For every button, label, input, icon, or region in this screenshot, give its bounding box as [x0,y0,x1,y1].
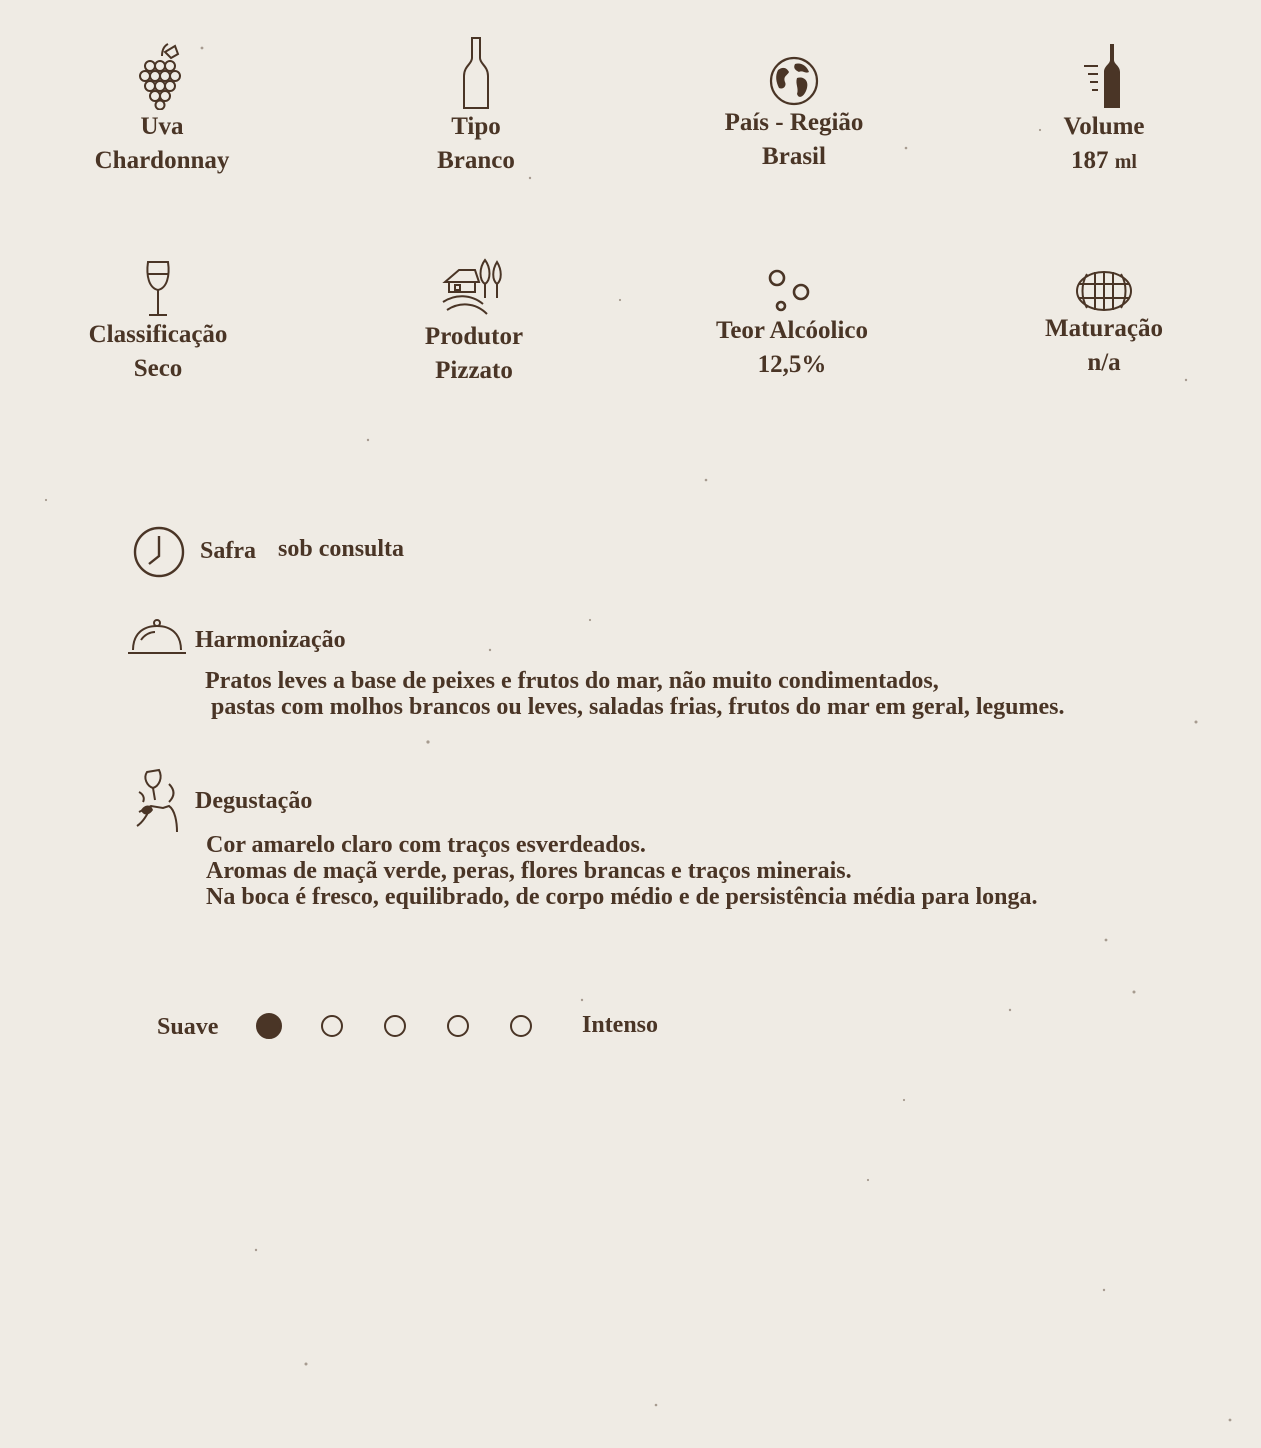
spec-value: Chardonnay [94,147,230,174]
intensity-right-label: Intenso [582,1012,659,1038]
spec-alcohol [682,268,902,382]
globe-icon [769,56,819,106]
spec-label: Tipo [451,113,501,140]
clock-icon [133,526,185,578]
intensity-dot [510,1015,532,1037]
spec-label: Teor Alcóolico [715,317,869,344]
spec-label: Classificação [88,321,228,348]
degustacao-line: Cor amarelo claro com traços esverdeados. [206,832,646,858]
spec-value: Branco [437,147,515,174]
degustacao-line: Aromas de maçã verde, peras, flores brancas e traços minerais. [206,858,852,884]
spec-classification [48,260,268,386]
spec-label: Produtor [424,323,524,350]
spec-country [684,56,904,174]
bottle-volume-icon [1082,42,1126,110]
spec-label: Uva [140,113,184,140]
intensity-dot [256,1013,282,1039]
winery-icon [441,258,507,320]
spec-value: n/a [1087,349,1121,376]
barrel-icon [1075,270,1133,312]
spec-label: Volume [1063,113,1145,140]
harmonizacao-line: Pratos leves a base de peixes e frutos do mar, não muito condimentados, [205,668,939,694]
safra-label: Safra [200,538,256,564]
intensity-dot [447,1015,469,1037]
degustacao-title: Degustação [195,788,313,814]
safra-value: sob consulta [278,536,405,562]
harmonizacao-title: Harmonização [195,627,346,653]
intensity-dot [321,1015,343,1037]
spec-maturation [994,270,1214,380]
spec-label: Maturação [1044,315,1164,342]
spec-volume [994,42,1214,179]
harmonizacao-line: pastas com molhos brancos ou leves, saladas frias, frutos do mar em geral, legumes. [205,694,1065,720]
intensity-dot [384,1015,406,1037]
bubbles-icon [767,268,817,314]
spec-grape [52,42,272,178]
spec-value: 12,5% [757,351,827,378]
spec-value: Seco [133,355,183,382]
spec-value: Pizzato [435,357,513,384]
grape-icon [138,42,186,110]
wine-glass-icon [143,260,173,318]
intensity-left-label: Suave [157,1014,219,1040]
spec-value: Brasil [762,143,826,170]
spec-producer [364,258,584,388]
cloche-icon [127,618,187,656]
spec-label: País - Região [724,109,864,136]
degustacao-line: Na boca é fresco, equilibrado, de corpo médio e de persistência média para longa. [206,884,1038,910]
spec-type [366,36,586,178]
spec-value: 187 ml [1071,147,1137,174]
bottle-outline-icon [461,36,491,110]
tasting-hand-icon [133,766,183,836]
